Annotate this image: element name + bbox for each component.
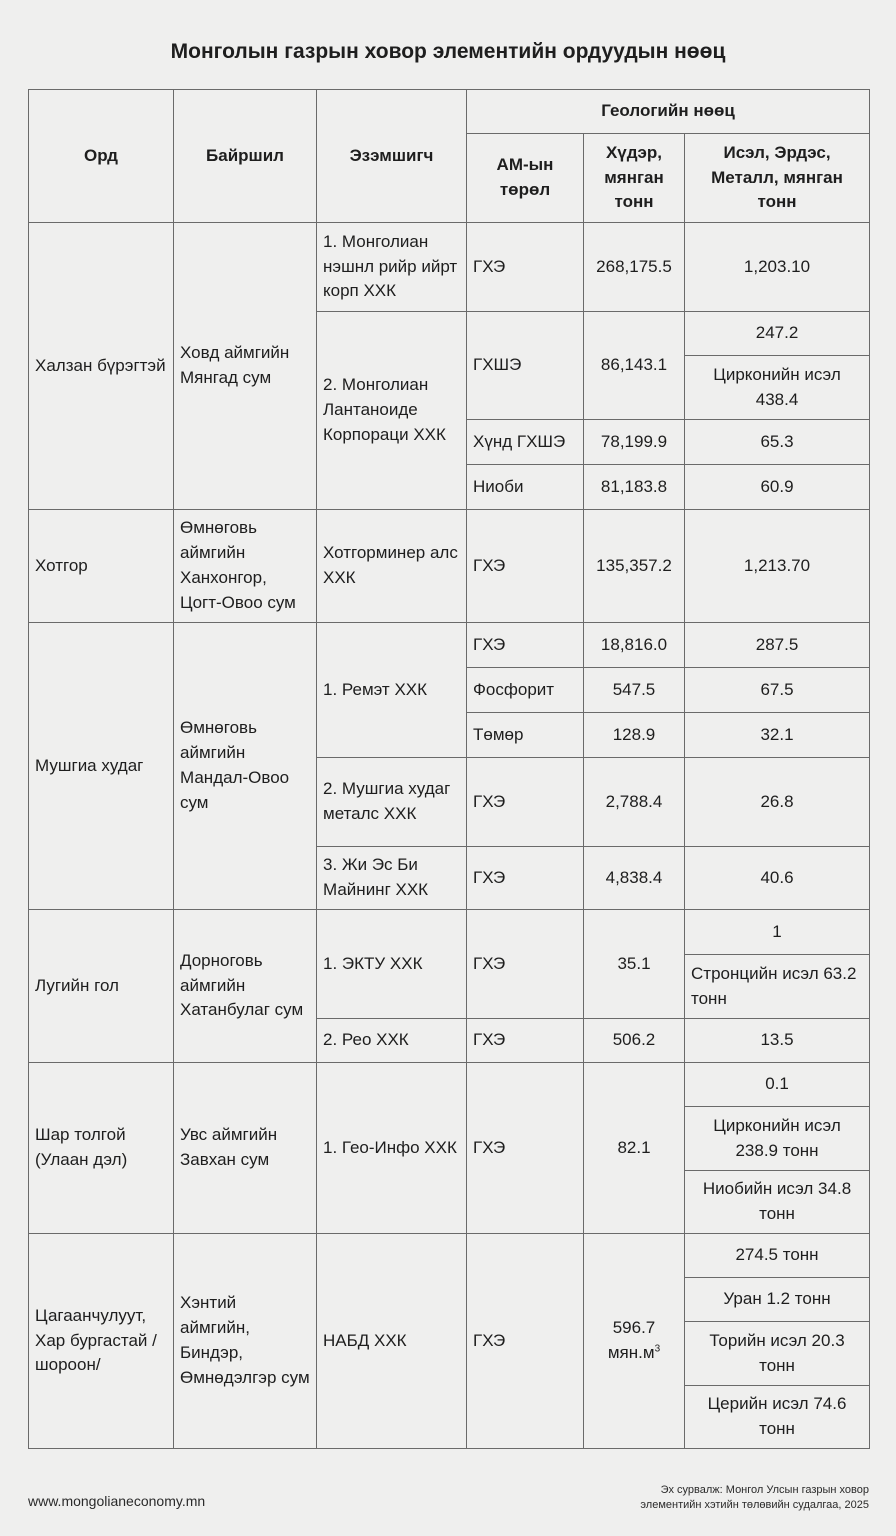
cell-oxide: 13.5 (685, 1019, 870, 1063)
reserves-table (28, 89, 870, 1449)
header-hudr: Хүдэр, мянган тонн (584, 134, 685, 223)
cell-ore: 135,357.2 (584, 510, 685, 623)
cell-ore: 35.1 (584, 910, 685, 1019)
cell-oxide: 40.6 (685, 847, 870, 910)
cell-oxide: 274.5 тонн (685, 1234, 870, 1278)
cell-ore: 128.9 (584, 713, 685, 758)
cell-owner: 3. Жи Эс Би Майнинг ХХК (317, 847, 467, 910)
cell-oxide: 26.8 (685, 758, 870, 847)
header-am-type: АМ-ын төрөл (467, 134, 584, 223)
cell-type: Ниоби (467, 465, 584, 510)
cell-oxide: 1 (685, 910, 870, 955)
cell-oxide: 0.1 (685, 1063, 870, 1107)
cell-owner: Хотгорминер алс ХХК (317, 510, 467, 623)
cell-oxide: 65.3 (685, 420, 870, 465)
cell-ore: 82.1 (584, 1063, 685, 1234)
cell-ore: 86,143.1 (584, 312, 685, 420)
cell-type: ГХЭ (467, 510, 584, 623)
cell-ore-sup: 3 (654, 1343, 661, 1355)
cell-oxide: 287.5 (685, 623, 870, 668)
cell-type: ГХЭ (467, 1063, 584, 1234)
cell-oxide: Стронцийн исэл 63.2 тонн (685, 955, 870, 1019)
cell-ore: 78,199.9 (584, 420, 685, 465)
header-geo: Геологийн нөөц (467, 90, 870, 134)
cell-ord: Лугийн гол (29, 910, 174, 1063)
cell-ore-text: 596.7 мян.м (607, 1318, 656, 1362)
cell-type: ГХЭ (467, 623, 584, 668)
cell-type: Фосфорит (467, 668, 584, 713)
cell-bairshil: Увс аймгийн Завхан сум (174, 1063, 317, 1234)
cell-ore: 2,788.4 (584, 758, 685, 847)
cell-ord: Цагаанчулуут, Хар бургастай /шороон/ (29, 1234, 174, 1449)
cell-ord: Шар толгой (Улаан дэл) (29, 1063, 174, 1234)
cell-ord: Мушгиа худаг (29, 623, 174, 910)
cell-type: ГХЭ (467, 1019, 584, 1063)
cell-type: ГХЭ (467, 847, 584, 910)
cell-oxide: Торийн исэл 20.3 тонн (685, 1322, 870, 1386)
source-line: элементийн хэтийн төлөвийн судалгаа, 2025 (640, 1498, 869, 1511)
cell-type: ГХШЭ (467, 312, 584, 420)
cell-owner: 2. Рео ХХК (317, 1019, 467, 1063)
cell-ord: Хотгор (29, 510, 174, 623)
cell-type: Хүнд ГХШЭ (467, 420, 584, 465)
cell-oxide: Ниобийн исэл 34.8 тонн (685, 1171, 870, 1234)
cell-type: ГХЭ (467, 910, 584, 1019)
header-ord: Орд (29, 90, 174, 223)
cell-oxide: Цирконийн исэл 438.4 (685, 356, 870, 420)
cell-bairshil: Хэнтий аймгийн, Биндэр, Өмнөдэлгэр сум (174, 1234, 317, 1449)
cell-owner: 1. Гео-Инфо ХХК (317, 1063, 467, 1234)
cell-ore: 4,838.4 (584, 847, 685, 910)
cell-ore: 268,175.5 (584, 223, 685, 312)
cell-owner: НАБД ХХК (317, 1234, 467, 1449)
cell-owner: 2. Мушгиа худаг металс ХХК (317, 758, 467, 847)
table-row (29, 1063, 870, 1107)
cell-bairshil: Өмнөговь аймгийн Ханхонгор, Цогт-Овоо сум (174, 510, 317, 623)
cell-ore (584, 1234, 685, 1449)
table-row (29, 623, 870, 668)
cell-bairshil: Өмнөговь аймгийн Мандал-Овоо сум (174, 623, 317, 910)
cell-ore: 506.2 (584, 1019, 685, 1063)
table-row (29, 510, 870, 623)
header-isel: Исэл, Эрдэс, Металл, мянган тонн (685, 134, 870, 223)
cell-bairshil: Ховд аймгийн Мянгад сум (174, 223, 317, 510)
cell-ore: 18,816.0 (584, 623, 685, 668)
cell-ore: 81,183.8 (584, 465, 685, 510)
cell-type: ГХЭ (467, 223, 584, 312)
cell-oxide: 1,203.10 (685, 223, 870, 312)
cell-oxide: 60.9 (685, 465, 870, 510)
cell-oxide: 32.1 (685, 713, 870, 758)
source-line: Эх сурвалж: Монгол Улсын газрын ховор (660, 1484, 869, 1496)
cell-oxide: Уран 1.2 тонн (685, 1278, 870, 1322)
cell-owner: 1. Ремэт ХХК (317, 623, 467, 758)
cell-type: ГХЭ (467, 758, 584, 847)
cell-owner: 1. Монголиан нэшнл рийр ийрт корп ХХК (317, 223, 467, 312)
header-row (29, 90, 870, 134)
table-row (29, 910, 870, 955)
cell-oxide: 247.2 (685, 312, 870, 356)
cell-oxide: Цирконийн исэл 238.9 тонн (685, 1107, 870, 1171)
cell-oxide: 67.5 (685, 668, 870, 713)
header-ezemshigch: Эзэмшигч (317, 90, 467, 223)
cell-type: ГХЭ (467, 1234, 584, 1449)
table-row (29, 223, 870, 312)
source-note (640, 1483, 869, 1513)
cell-oxide: 1,213.70 (685, 510, 870, 623)
cell-owner: 1. ЭКТУ ХХК (317, 910, 467, 1019)
cell-owner: 2. Монголиан Лантаноиде Корпораци ХХК (317, 312, 467, 510)
header-bairshil: Байршил (174, 90, 317, 223)
cell-oxide: Церийн исэл 74.6 тонн (685, 1386, 870, 1449)
table-row (29, 1234, 870, 1278)
cell-ord: Халзан бүрэгтэй (29, 223, 174, 510)
cell-bairshil: Дорноговь аймгийн Хатанбулаг сум (174, 910, 317, 1063)
cell-ore: 547.5 (584, 668, 685, 713)
cell-type: Төмөр (467, 713, 584, 758)
page-title: Монголын газрын ховор элементийн ордуудын нөөц (170, 40, 726, 63)
website-link[interactable]: www.mongolianeconomy.mn (28, 1493, 206, 1509)
